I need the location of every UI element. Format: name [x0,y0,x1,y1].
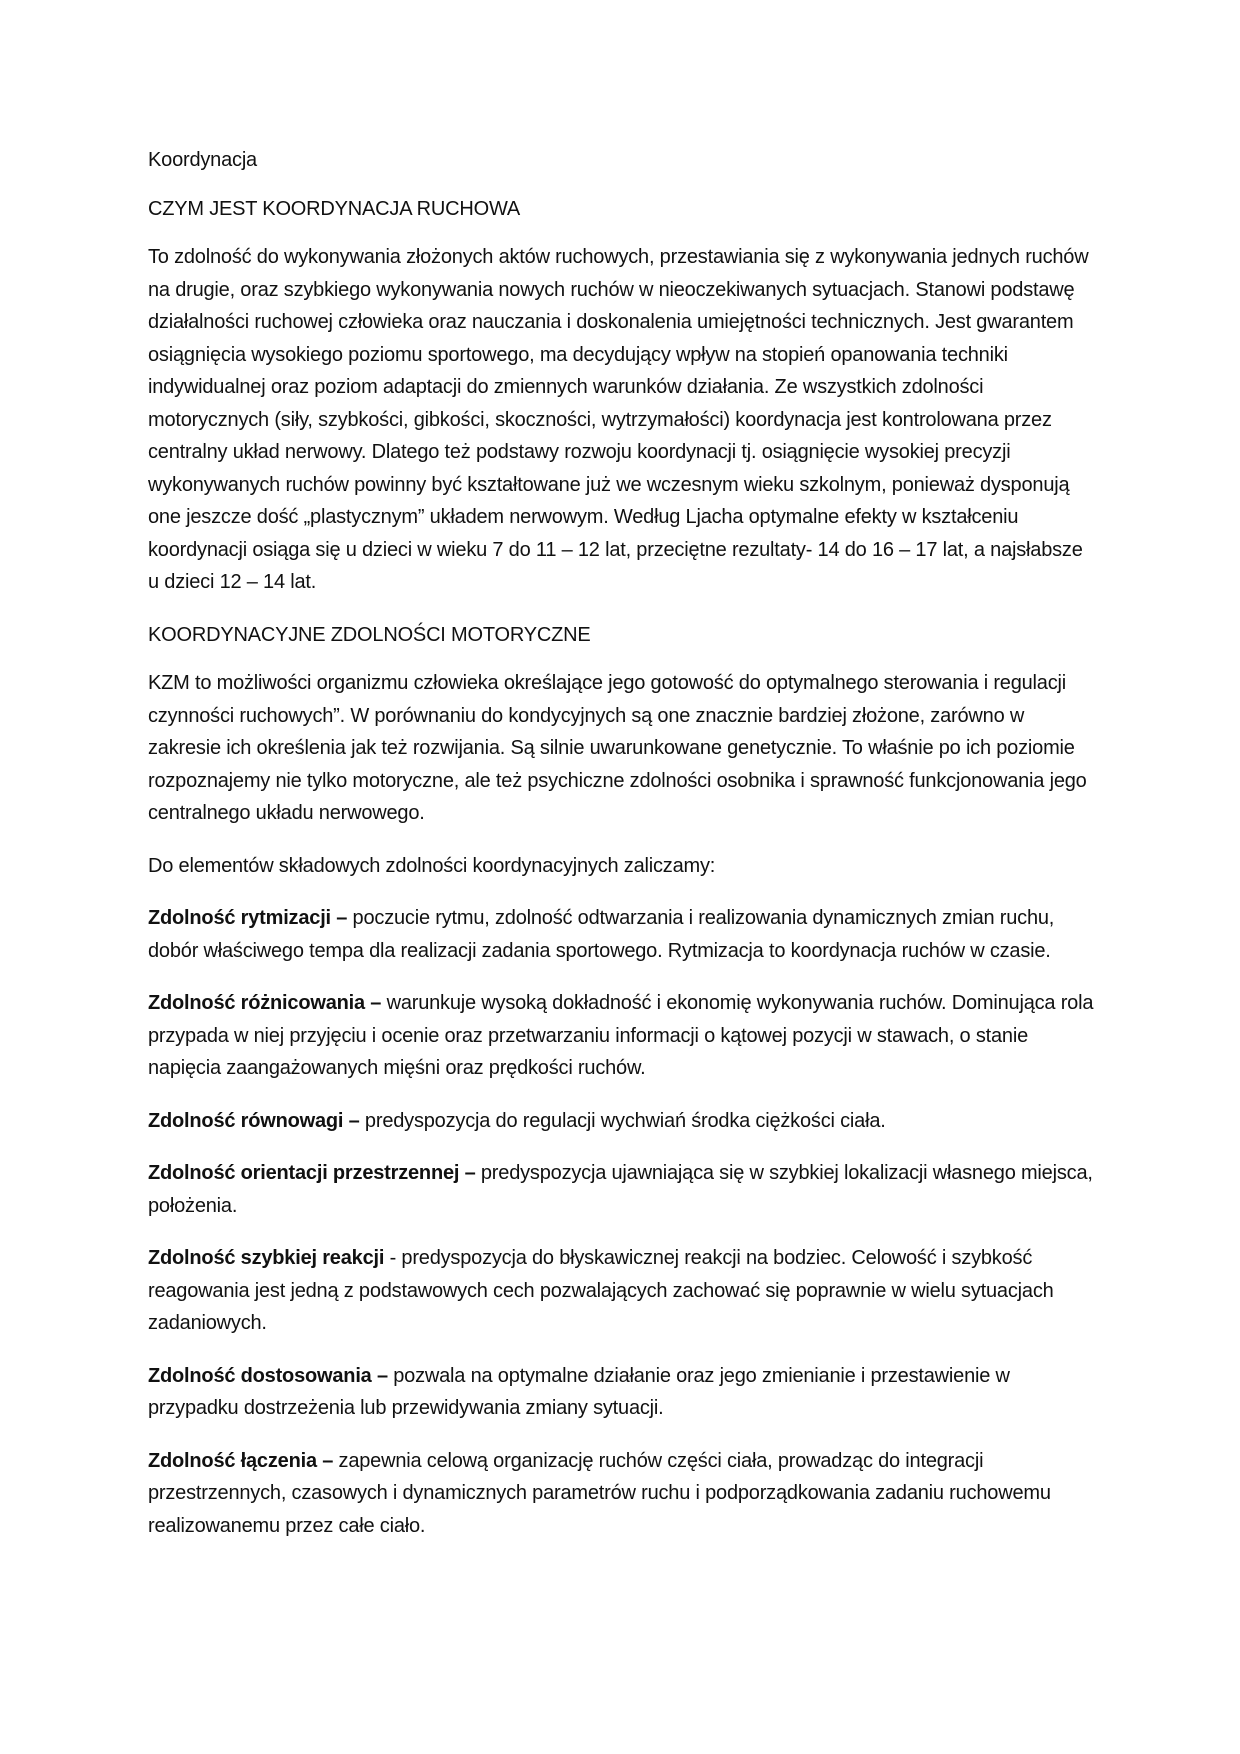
list-item-orientacja [148,1157,1098,1222]
list-item-term: Zdolność równowagi – [148,1109,360,1132]
document-title: Koordynacja [148,149,257,171]
list-item-dostosowanie [148,1360,1098,1425]
list-item-text: - predyspozycja do błyskawicznej reakcji na bodziec. Celowość i szybkość reagowania jest jedną z podstawowych cech pozwalających zachować się poprawnie w wielu sytuacjach zadaniowych. [148,1247,1054,1334]
list-item-laczenie [148,1445,1098,1543]
section-heading-2: KOORDYNACYJNE ZDOLNOŚCI MOTORYCZNE [148,623,591,646]
list-item-reakcja [148,1242,1098,1340]
list-item-term: Zdolność orientacji przestrzennej – [148,1162,476,1184]
section-paragraph-2: KZM to możliwości organizmu człowieka określające jego gotowość do optymalnego sterowania i regulacji czynności ruchowych”. W porównaniu do kondycyjnych są one znacznie bardziej złożone, zarówno w zakresie ich określenia jak też rozwijania. Są silnie uwarunkowane genetycznie. To właśnie po ich poziomie rozpoznajemy nie tylko motoryczne, ale też psychiczne zdolności osobnika i sprawność funkcjonowania jego centralnego układu nerwowego. [148,672,1087,824]
list-item-text: zapewnia celową organizację ruchów części ciała, prowadząc do integracji przestrzennych, czasowych i dynamicznych parametrów ruchu i podporządkowania zadaniu ruchowemu realizowanemu przez całe ciało. [148,1449,1051,1537]
list-item-rytmizacja [148,902,1098,967]
list-item-text: pozwala na optymalne działanie oraz jego zmienianie i przestawienie w przypadku dostrzeżenia lub przewidywania zmiany sytuacji. [148,1364,1010,1419]
document-page [148,144,1098,1562]
list-item-term: Zdolność łączenia – [148,1449,334,1472]
list-item-text: predyspozycja do regulacji wychwiań środka ciężkości ciała. [359,1109,886,1132]
list-item-term: Zdolność dostosowania – [148,1364,388,1387]
list-item-roznicowanie [148,987,1098,1085]
list-intro: Do elementów składowych zdolności koordynacyjnych zaliczamy: [148,854,716,877]
section-heading-1: CZYM JEST KOORDYNACJA RUCHOWA [148,197,521,220]
list-item-term: Zdolność szybkiej reakcji [148,1247,385,1269]
list-item-text: warunkuje wysoką dokładność i ekonomię wykonywania ruchów. Dominująca rola przypada w niej przyjęciu i ocenie oraz przetwarzaniu informacji o kątowej pozycji w stawach, o stanie napięcia zaangażowanych mięśni oraz prędkości ruchów. [148,992,1094,1079]
list-item-term: Zdolność rytmizacji – [148,907,348,929]
list-item-rownowaga [148,1105,1098,1138]
list-item-text: predyspozycja ujawniająca się w szybkiej lokalizacji własnego miejsca, położenia. [148,1162,1093,1217]
list-item-term: Zdolność różnicowania – [148,992,382,1014]
list-item-text: poczucie rytmu, zdolność odtwarzania i realizowania dynamicznych zmian ruchu, dobór właściwego tempa dla realizacji zadania sportowego. Rytmizacja to koordynacja ruchów w czasie. [148,907,1055,962]
section-paragraph-1: To zdolność do wykonywania złożonych aktów ruchowych, przestawiania się z wykonywania jednych ruchów na drugie, oraz szybkiego wykonywania nowych ruchów w nieoczekiwanych sytuacjach. Stanowi podstawę działalności ruchowej człowieka oraz nauczania i doskonalenia umiejętności technicznych. Jest gwarantem osiągnięcia wysokiego poziomu sportowego, ma decydujący wpływ na stopień opanowania techniki indywidualnej oraz poziom adaptacji do zmiennych warunków działania. Ze wszystkich zdolności motorycznych (siły, szybkości, gibkości, skoczności, wytrzymałości) koordynacja jest kontrolowana przez centralny układ nerwowy. Dlatego też podstawy rozwoju koordynacji tj. osiągnięcie wysokiej precyzji wykonywanych ruchów powinny być kształtowane już we wczesnym wieku szkolnym, ponieważ dysponują one jeszcze dość „plastycznym” układem nerwowym. Według Ljacha optymalne efekty w kształceniu koordynacji osiąga się u dzieci w wieku 7 do 11 – 12 lat, przeciętne rezultaty- 14 do 16 – 17 lat, a najsłabsze u dzieci 12 – 14 lat. [148,246,1089,593]
